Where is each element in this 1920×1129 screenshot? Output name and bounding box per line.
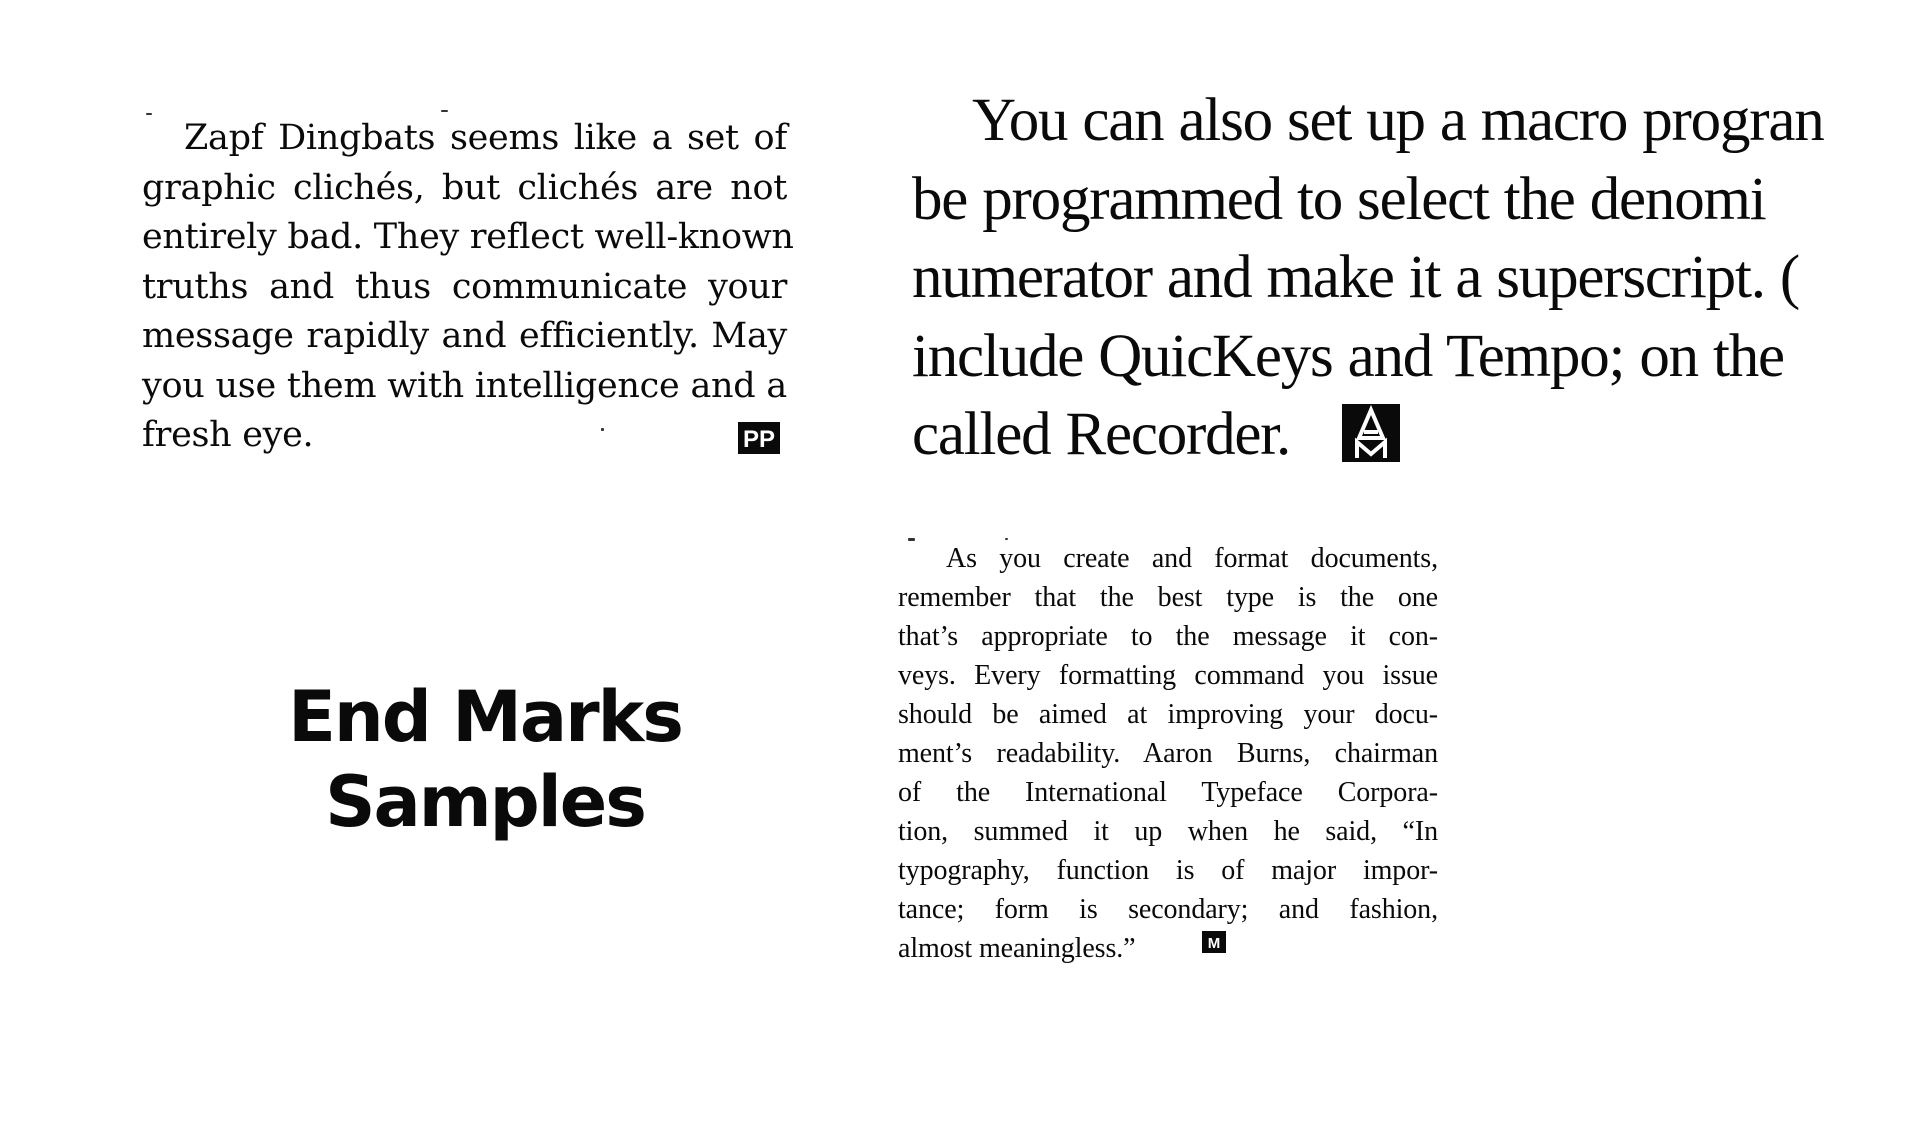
paragraph-line: numerator and make it a superscript. ( (912, 244, 1799, 311)
paragraph-line: should be aimed at improving your docu- (898, 699, 1438, 730)
paragraph-line: ment’s readability. Aaron Burns, chairman (898, 738, 1438, 769)
paragraph-line: that’s appropriate to the message it con- (898, 621, 1438, 652)
zapf-dingbats-paragraph (142, 114, 794, 461)
scan-speck (601, 428, 604, 431)
paragraph-line: tion, summed it up when he said, “In (898, 816, 1438, 847)
pp-end-mark-icon (738, 422, 780, 454)
paragraph-line: be programmed to select the denomi (912, 165, 1766, 233)
paragraph-line: entirely bad. They reflect well-known (142, 217, 794, 257)
paragraph-line: of the International Typeface Corpora- (898, 777, 1438, 808)
scan-speck (146, 113, 152, 115)
title-line: Samples (325, 761, 645, 843)
paragraph-line: remember that the best type is the one (898, 582, 1438, 613)
scan-speck (1005, 538, 1008, 540)
typography-paragraph (898, 539, 1438, 968)
paragraph-line: almost meaningless.” (898, 933, 1136, 964)
m-end-mark-icon (1202, 931, 1226, 953)
title-line: End Marks (288, 676, 682, 758)
paragraph-line: truths and thus communicate your (142, 266, 787, 307)
svg-text:M: M (1207, 935, 1221, 952)
paragraph-line: Zapf Dingbats seems like a set of (184, 118, 787, 158)
paragraph-line: called Recorder. (912, 401, 1291, 468)
paragraph-line: You can also set up a macro progran (972, 87, 1824, 154)
scan-speck (908, 538, 915, 541)
paragraph-line: fresh eye. (142, 415, 314, 455)
paragraph-line: message rapidly and efficiently. May (142, 316, 787, 356)
svg-text:PP: PP (742, 426, 776, 453)
paragraph-line: graphic clichés, but clichés are not (142, 167, 787, 208)
paragraph-line: include QuicKeys and Tempo; on the (912, 322, 1784, 390)
paragraph-line: typography, function is of major impor- (898, 855, 1438, 886)
scan-speck (441, 110, 448, 112)
page-title (190, 675, 780, 845)
am-monogram-end-mark-icon (1342, 404, 1400, 462)
paragraph-line: tance; form is secondary; and fashion, (898, 894, 1438, 925)
paragraph-line: veys. Every formatting command you issue (898, 660, 1438, 691)
paragraph-line: you use them with intelligence and a (142, 365, 787, 406)
paragraph-line: As you create and format documents, (946, 543, 1438, 574)
